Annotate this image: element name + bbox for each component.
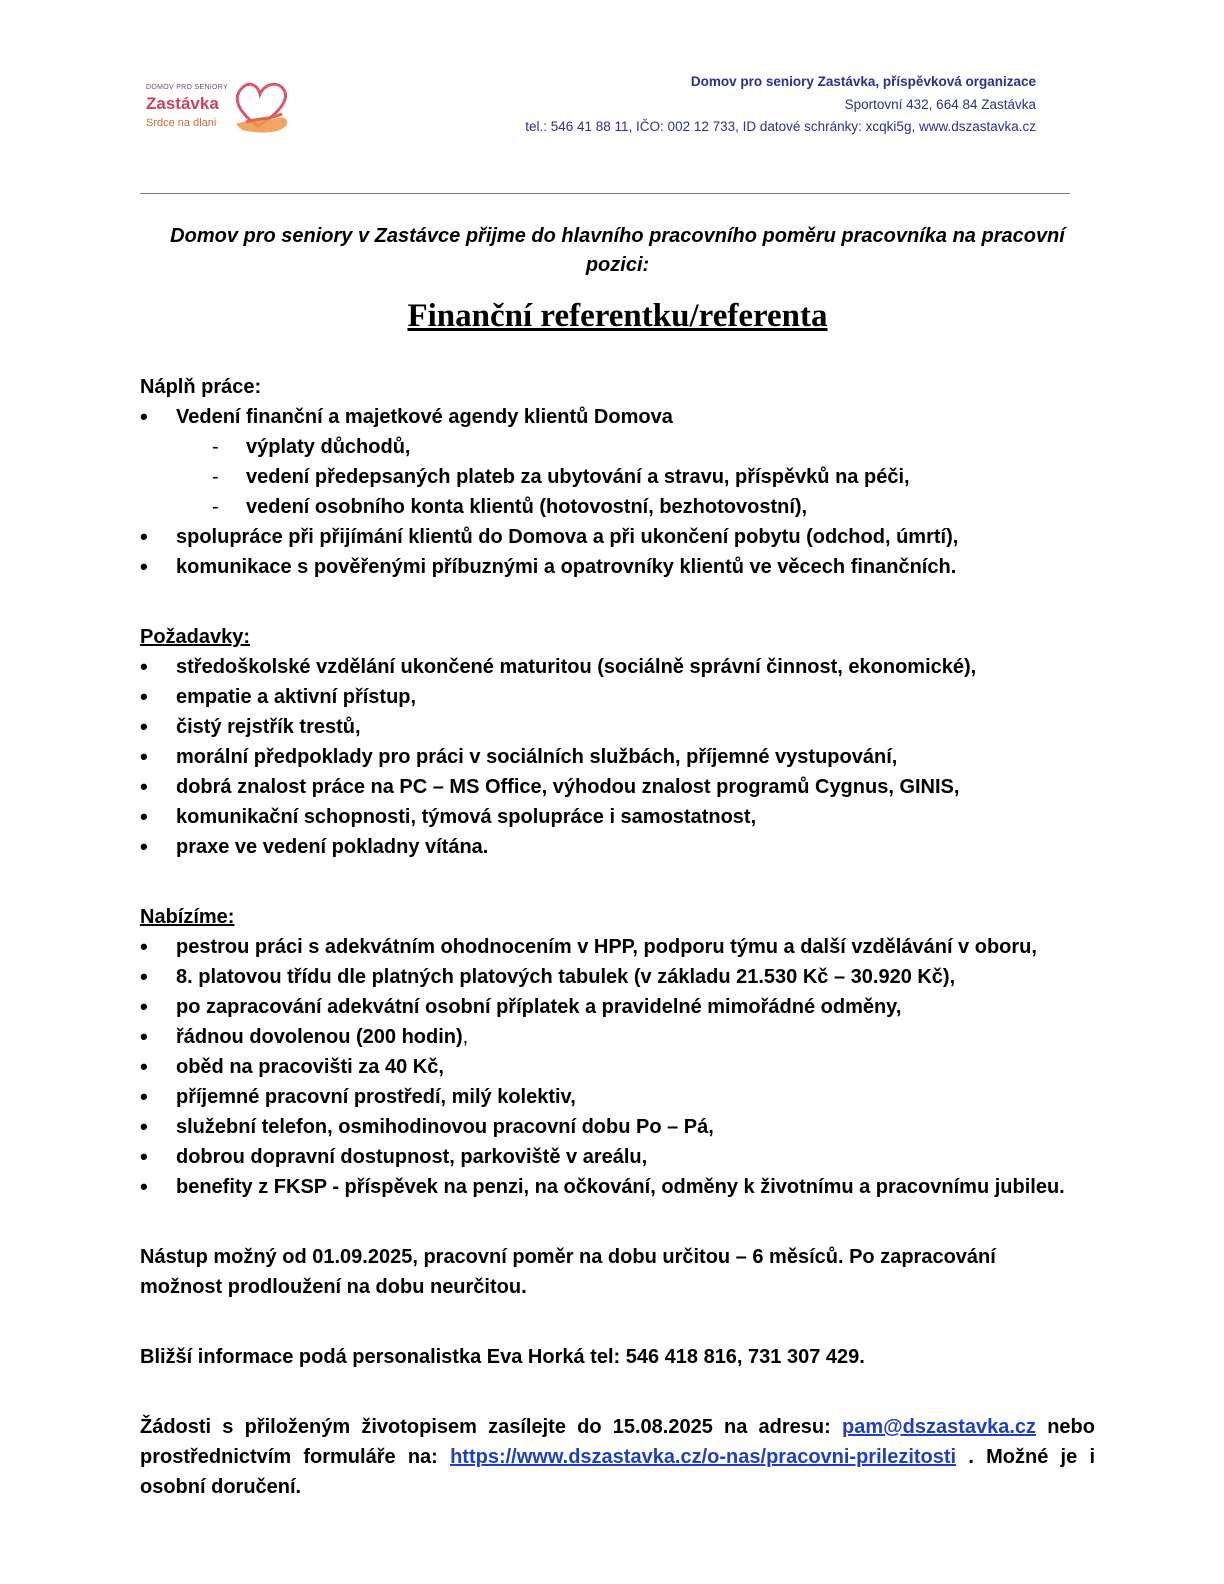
requirements-list: [140, 652, 1120, 862]
apply-text-1: Žádosti s přiloženým životopisem zasílejte do 15.08.2025 na adresu:: [140, 1416, 842, 1438]
list-item: • 8. platovou třídu dle platných platových tabulek (v základu 21.530 Kč – 30.920 Kč),: [140, 962, 1120, 992]
header-divider: [140, 193, 1070, 194]
offer-list: [140, 932, 1120, 1202]
offer-item-text: řádnou dovolenou (200 hodin): [176, 1026, 463, 1048]
list-item: • praxe ve vedení pokladny vítána.: [140, 832, 1120, 862]
document-body: [140, 372, 1120, 1502]
duties-sublist: [176, 432, 1120, 522]
list-item: • oběd na pracovišti za 40 Kč,: [140, 1052, 1120, 1082]
start-info: Nástup možný od 01.09.2025, pracovní poměr na dobu určitou – 6 měsíců. Po zapracování možnost prodloužení na dobu neurčitou.: [140, 1246, 996, 1298]
organization-address: Sportovní 432, 664 84 Zastávka: [844, 96, 1036, 112]
logo-name: Zastávka: [146, 94, 219, 113]
list-item: - vedení osobního konta klientů (hotovostní, bezhotovostní),: [176, 492, 1120, 522]
apply-text-2: nebo prostřednictvím formuláře na:: [140, 1416, 1095, 1468]
intro-text: Domov pro seniory v Zastávce přijme do hlavního pracovního poměru pracovníka na pracovní pozici:: [170, 225, 1065, 276]
list-item: • pestrou práci s adekvátním ohodnocením v HPP, podporu týmu a další vzdělávání v oboru,: [140, 932, 1120, 962]
list-item: [140, 402, 1120, 522]
duties-list: [140, 402, 1120, 582]
list-item: • dobrou dopravní dostupnost, parkoviště v areálu,: [140, 1142, 1120, 1172]
list-item: • po zapracování adekvátní osobní příplatek a pravidelné mimořádné odměny,: [140, 992, 1120, 1022]
list-item: • služební telefon, osmihodinovou pracovní dobu Po – Pá,: [140, 1112, 1120, 1142]
list-item: • komunikační schopnosti, týmová spolupráce i samostatnost,: [140, 802, 1120, 832]
list-item: • morální předpoklady pro práci v sociálních službách, příjemné vystupování,: [140, 742, 1120, 772]
duties-title: Náplň práce:: [140, 376, 262, 398]
list-item: - výplaty důchodů,: [176, 432, 1120, 462]
logo-small-text: DOMOV PRO SENIORY: [146, 84, 228, 91]
list-item: • příjemné pracovní prostředí, milý kolektiv,: [140, 1082, 1120, 1112]
email-link[interactable]: pam@dszastavka.cz: [841, 1416, 1037, 1438]
list-item: [140, 1022, 1120, 1052]
list-item: • dobrá znalost práce na PC – MS Office, výhodou znalost programů Cygnus, GINIS,: [140, 772, 1120, 802]
organization-name: Domov pro seniory Zastávka, příspěvková organizace: [690, 74, 1036, 89]
organization-logo: [140, 76, 300, 140]
list-item: - vedení předepsaných plateb za ubytování a stravu, příspěvků na péči,: [176, 462, 1120, 492]
website-link[interactable]: https://www.dszastavka.cz/o-nas/pracovni-prilezitosti: [450, 1446, 957, 1468]
heart-hand-icon: [228, 78, 296, 136]
contact-info: Bližší informace podá personalistka Eva Horká tel: 546 418 816, 731 307 429.: [140, 1346, 865, 1368]
list-item: • čistý rejstřík trestů,: [140, 712, 1120, 742]
logo-tagline: Srdce na dlani: [146, 117, 217, 129]
position-title: Finanční referentku/referenta: [407, 298, 828, 334]
organization-contacts: tel.: 546 41 88 11, IČO: 002 12 733, ID datové schránky: xcqki5g, www.dszastavka.cz: [525, 119, 1036, 134]
application-info: [140, 1412, 1095, 1502]
organization-info: [525, 71, 1036, 139]
list-item: • empatie a aktivní přístup,: [140, 682, 1120, 712]
list-item: • středoškolské vzdělání ukončené maturitou (sociálně správní činnost, ekonomické),: [140, 652, 1120, 682]
list-item: • komunikace s pověřenými příbuznými a opatrovníky klientů ve věcech finančních.: [140, 552, 1120, 582]
apply-text-3: . Možné je i osobní doručení.: [140, 1446, 1095, 1498]
duty-item: Vedení finanční a majetkové agendy klientů Domova: [176, 406, 673, 428]
list-item: • spolupráce při přijímání klientů do Domova a při ukončení pobytu (odchod, úmrtí),: [140, 522, 1120, 552]
offer-title: Nabízíme:: [140, 906, 235, 928]
offer-item-comma: ,: [462, 1026, 469, 1048]
requirements-title: Požadavky:: [140, 626, 251, 648]
list-item: • benefity z FKSP - příspěvek na penzi, na očkování, odměny k životnímu a pracovnímu jubileu.: [140, 1172, 1120, 1202]
